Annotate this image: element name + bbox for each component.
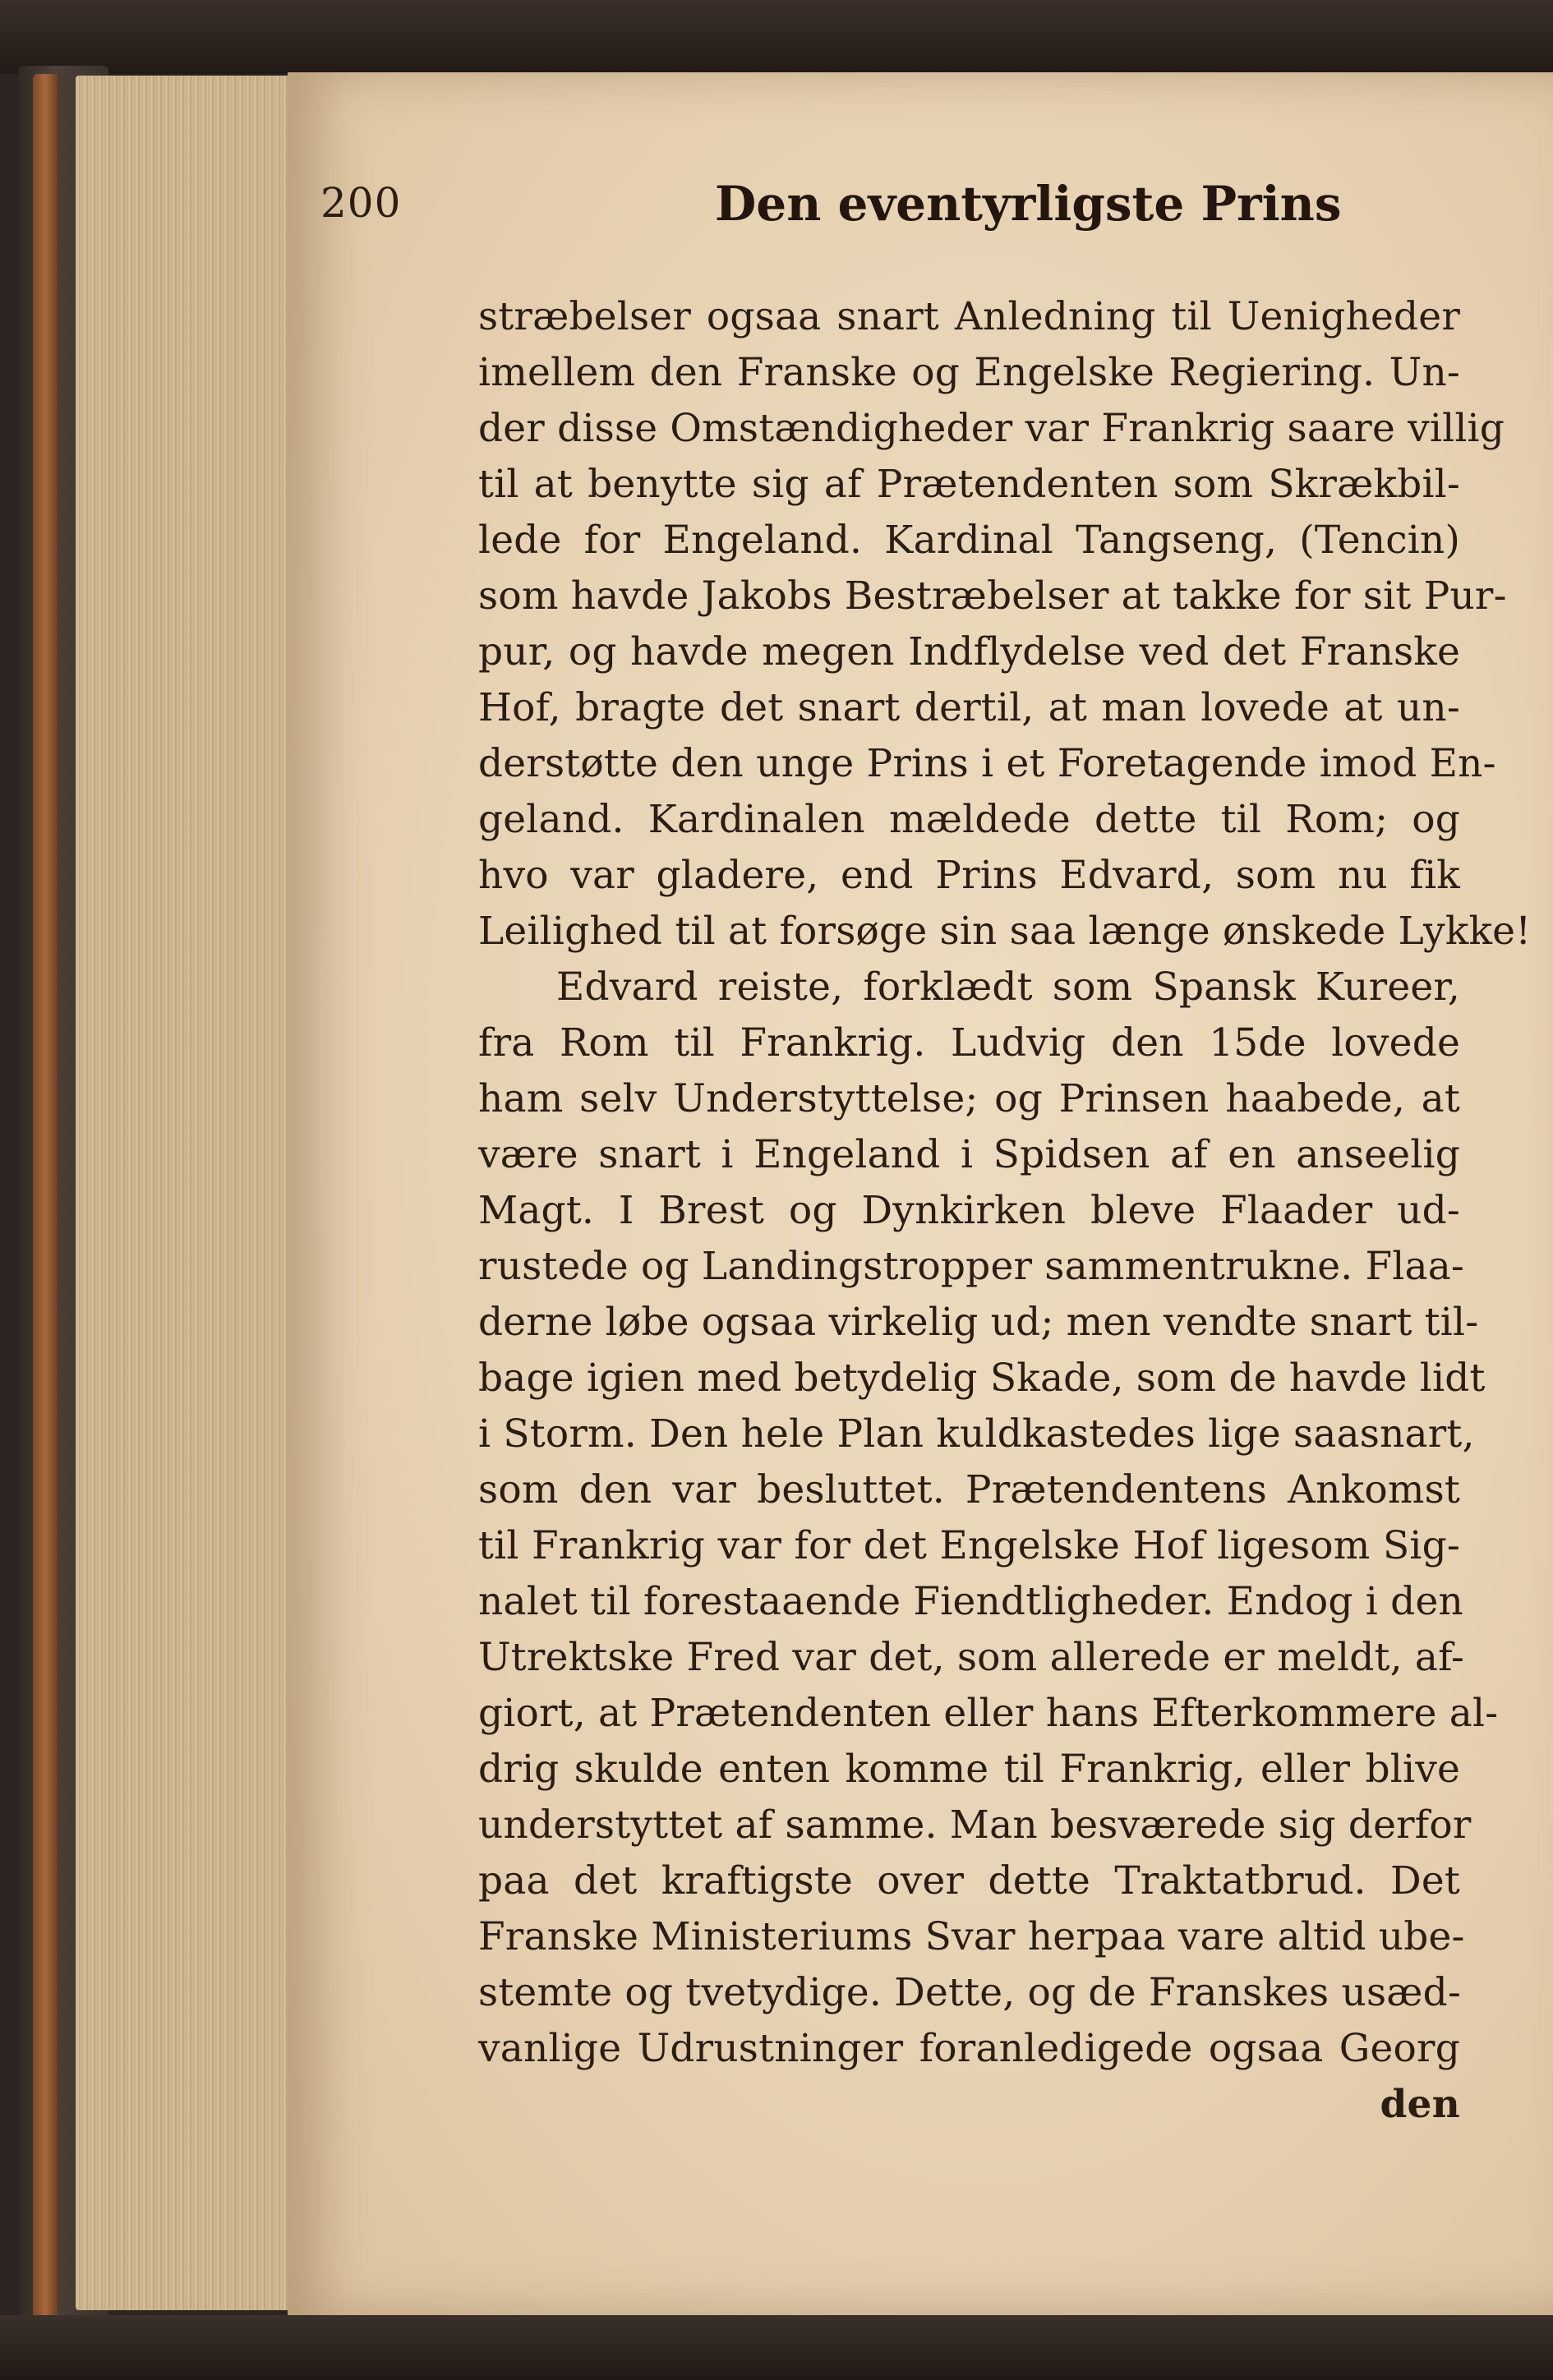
text-line: til at benytte sig af Prætendenten som Skrækbil- xyxy=(478,462,1460,507)
page-number: 200 xyxy=(320,179,402,227)
text-line: fra Rom til Frankrig. Ludvig den 15de lovede xyxy=(478,1020,1460,1066)
running-head xyxy=(320,176,1471,237)
text-line: nalet til forestaaende Fiendtligheder. Endog i den xyxy=(478,1579,1463,1624)
text-line: Utrektske Fred var det, som allerede er meldt, af- xyxy=(478,1635,1465,1680)
text-line: paa det kraftigste over dette Traktatbrud. Det xyxy=(478,1858,1460,1904)
body-text xyxy=(478,289,1532,2133)
text-line: der disse Omstændigheder var Frankrig saare villig xyxy=(478,406,1505,451)
text-line: være snart i Engeland i Spidsen af en anseelig xyxy=(478,1132,1460,1177)
running-title: Den eventyrligste Prins xyxy=(715,176,1342,232)
text-line: ham selv Understyttelse; og Prinsen haabede, at xyxy=(478,1076,1460,1121)
page-edges xyxy=(76,76,293,2310)
text-line: imellem den Franske og Engelske Regiering. Un- xyxy=(478,350,1460,395)
catchword: den xyxy=(1380,2082,1460,2127)
background-bottom xyxy=(0,2315,1553,2380)
background-top xyxy=(0,0,1553,74)
text-line: i Storm. Den hele Plan kuldkastedes lige saasnart, xyxy=(478,1411,1475,1457)
text-line: understyttet af samme. Man besværede sig derfor xyxy=(478,1802,1472,1848)
text-line: geland. Kardinalen mældede dette til Rom; og xyxy=(478,797,1460,842)
paragraph-start-line: Edvard reiste, forklædt som Spansk Kureer, xyxy=(556,964,1460,1010)
text-line: Hof, bragte det snart dertil, at man lovede at un- xyxy=(478,685,1460,730)
text-line: som den var besluttet. Prætendentens Ankomst xyxy=(478,1467,1460,1512)
text-line: rustede og Landingstropper sammentrukne. Flaa- xyxy=(478,1244,1465,1289)
cover-edge xyxy=(33,74,58,2341)
text-line: derne løbe ogsaa virkelig ud; men vendte snart til- xyxy=(478,1300,1479,1345)
text-line: Magt. I Brest og Dynkirken bleve Flaader ud- xyxy=(478,1188,1460,1233)
text-line: drig skulde enten komme til Frankrig, eller blive xyxy=(478,1747,1460,1792)
text-line: stemte og tvetydige. Dette, og de Franskes usæd- xyxy=(478,1970,1462,2015)
text-line: vanlige Udrustninger foranledigede ogsaa Georg xyxy=(478,2026,1460,2071)
text-line: giort, at Prætendenten eller hans Efterkommere al- xyxy=(478,1691,1499,1736)
text-line: pur, og havde megen Indflydelse ved det Franske xyxy=(478,629,1460,674)
text-line: stræbelser ogsaa snart Anledning til Uenigheder xyxy=(478,294,1460,339)
text-line: derstøtte den unge Prins i et Foretagende imod En- xyxy=(478,741,1496,786)
text-line: til Frankrig var for det Engelske Hof ligesom Sig- xyxy=(478,1523,1460,1568)
text-line: hvo var gladere, end Prins Edvard, som nu fik xyxy=(478,853,1460,898)
text-line: Leilighed til at forsøge sin saa længe ønskede Lykke! xyxy=(478,909,1532,954)
text-line: lede for Engeland. Kardinal Tangseng, (Tencin) xyxy=(478,518,1460,563)
text-line: som havde Jakobs Bestræbelser at takke for sit Pur- xyxy=(478,573,1507,619)
text-line: Franske Ministeriums Svar herpaa vare altid ube- xyxy=(478,1914,1465,1959)
text-line: bage igien med betydelig Skade, som de havde lidt xyxy=(478,1356,1486,1401)
